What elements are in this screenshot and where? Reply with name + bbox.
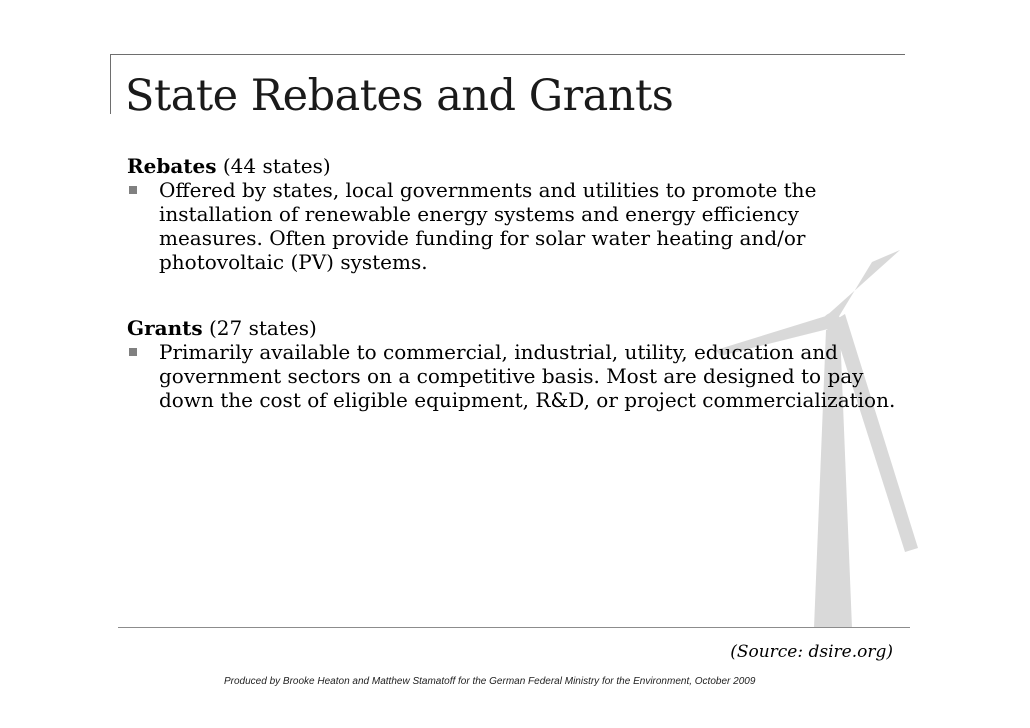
grants-label: Grants xyxy=(127,316,203,340)
footer-rule xyxy=(118,627,910,628)
square-bullet-icon xyxy=(129,348,137,356)
grants-bullet-text: Primarily available to commercial, industrial, utility, education and government sectors on a competitive basis. Most are designed to pay down the cost of eligible equipment, R&D, or project commercialization. xyxy=(159,340,896,412)
grants-heading xyxy=(127,316,907,340)
rebates-bullet xyxy=(127,178,907,274)
rebates-bullet-text: Offered by states, local governments and utilities to promote the installation of renewable energy systems and energy efficiency measures. Often provide funding for solar water heating and/or photovoltaic (PV) systems. xyxy=(159,178,817,274)
source-citation: (Source: dsire.org) xyxy=(730,642,893,662)
grants-section xyxy=(127,316,907,412)
title-top-rule xyxy=(110,54,905,55)
rebates-label: Rebates xyxy=(127,154,217,178)
rebates-section xyxy=(127,154,907,274)
grants-count: (27 states) xyxy=(208,316,317,340)
rebates-count: (44 states) xyxy=(222,154,331,178)
square-bullet-icon xyxy=(129,186,137,194)
rebates-heading xyxy=(127,154,907,178)
slide-title: State Rebates and Grants xyxy=(125,71,674,121)
footer-credit: Produced by Brooke Heaton and Matthew Stamatoff for the German Federal Ministry for the Environment, October 2009 xyxy=(224,676,756,687)
title-left-rule xyxy=(110,54,111,114)
grants-bullet xyxy=(127,340,907,412)
